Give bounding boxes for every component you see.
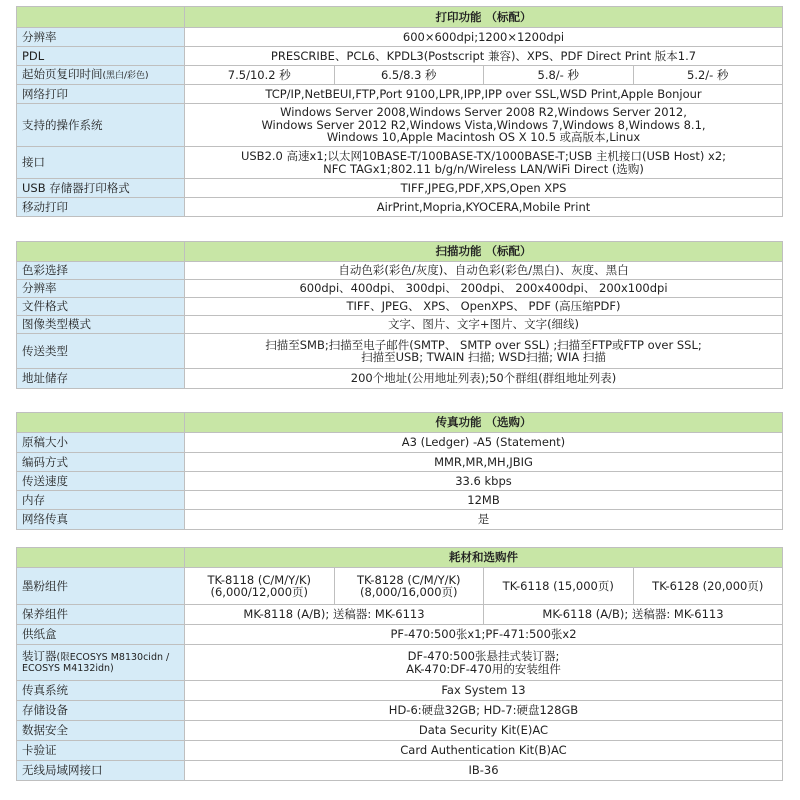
row-value: TCP/IP,NetBEUI,FTP,Port 9100,LPR,IPP,IPP over SSL,WSD Print,Apple Bonjour: [185, 85, 783, 104]
row-label: 色彩选择: [17, 262, 185, 280]
row-value: 自动色彩(彩色/灰度)、自动色彩(彩色/黑白)、灰度、黑白: [185, 262, 783, 280]
section-header: [17, 242, 783, 262]
row-value: 6.5/8.3 秒: [334, 66, 484, 85]
row-value: Fax System 13: [185, 681, 783, 701]
row-value: MK-8118 (A/B); 送稿器: MK-6113: [185, 605, 484, 625]
row-label-note: (黑白/彩色): [102, 70, 149, 81]
table-row: [17, 721, 783, 741]
table-row: [17, 453, 783, 472]
row-label: 墨粉组件: [17, 568, 185, 605]
row-value: 7.5/10.2 秒: [185, 66, 335, 85]
row-value: TIFF、JPEG、 XPS、 OpenXPS、 PDF (高压缩PDF): [185, 298, 783, 316]
toner-item: TK-6128 (20,000页): [633, 568, 783, 605]
toner-item: TK-8128 (C/M/Y/K) (8,000/16,000页): [334, 568, 484, 605]
table-row: [17, 147, 783, 179]
table-row: [17, 761, 783, 781]
table-row: [17, 198, 783, 217]
print-title: 打印功能 （标配）: [185, 7, 783, 28]
row-value: 600×600dpi;1200×1200dpi: [185, 28, 783, 47]
table-row: [17, 280, 783, 298]
scan-title: 扫描功能 （标配）: [185, 242, 783, 262]
row-label: 文件格式: [17, 298, 185, 316]
row-value: Windows Server 2008,Windows Server 2008 R2,Windows Server 2012, Windows Server 2012 R2,Windows Vista,Windows 7,Windows 8,Windows 8.1, Windows 10,Apple Macintosh OS X 10.5 或高版本,Linux: [185, 104, 783, 147]
row-label: USB 存储器打印格式: [17, 179, 185, 198]
table-row: [17, 104, 783, 147]
row-value: A3 (Ledger) -A5 (Statement): [185, 433, 783, 453]
table-row: [17, 433, 783, 453]
table-row: [17, 85, 783, 104]
row-label: 保养组件: [17, 605, 185, 625]
toner-item: TK-6118 (15,000页): [484, 568, 634, 605]
row-value: 扫描至SMB;扫描至电子邮件(SMTP、 SMTP over SSL) ;扫描至FTP或FTP over SSL; 扫描至USB; TWAIN 扫描; WSD扫描; WIA 扫描: [185, 334, 783, 369]
row-label: 分辨率: [17, 28, 185, 47]
fax-title: 传真功能 （选购）: [185, 413, 783, 433]
options-title: 耗材和选购件: [185, 548, 783, 568]
table-row: [17, 568, 783, 605]
row-value: 是: [185, 510, 783, 530]
row-label: 支持的操作系统: [17, 104, 185, 147]
table-row: [17, 334, 783, 369]
table-row: [17, 28, 783, 47]
row-label: 无线局域网接口: [17, 761, 185, 781]
row-label: 存储设备: [17, 701, 185, 721]
fax-section: [16, 412, 783, 530]
row-value: 12MB: [185, 491, 783, 510]
row-value: HD-6:硬盘32GB; HD-7:硬盘128GB: [185, 701, 783, 721]
row-label: 接口: [17, 147, 185, 179]
row-value: 文字、图片、文字+图片、文字(细线): [185, 316, 783, 334]
row-value: Card Authentication Kit(B)AC: [185, 741, 783, 761]
table-row: [17, 605, 783, 625]
row-value: 5.2/- 秒: [633, 66, 783, 85]
row-value: 5.8/- 秒: [484, 66, 634, 85]
row-value: 200个地址(公用地址列表);50个群组(群组地址列表): [185, 369, 783, 389]
row-label: 网络打印: [17, 85, 185, 104]
table-row: [17, 645, 783, 681]
row-label: 起始页复印时间(黑白/彩色): [17, 66, 185, 85]
row-value: DF-470:500张悬挂式装订器; AK-470:DF-470用的安装组件: [185, 645, 783, 681]
scan-section: [16, 241, 783, 389]
section-header: [17, 7, 783, 28]
table-row: [17, 741, 783, 761]
row-label: 原稿大小: [17, 433, 185, 453]
row-label: PDL: [17, 47, 185, 66]
row-value: TIFF,JPEG,PDF,XPS,Open XPS: [185, 179, 783, 198]
row-label: 传送类型: [17, 334, 185, 369]
section-header: [17, 413, 783, 433]
row-label: 传送速度: [17, 472, 185, 491]
table-row: [17, 681, 783, 701]
table-row: [17, 179, 783, 198]
row-label: 编码方式: [17, 453, 185, 472]
print-section: [16, 6, 783, 217]
row-label: 网络传真: [17, 510, 185, 530]
row-value: PRESCRIBE、PCL6、KPDL3(Postscript 兼容)、XPS、PDF Direct Print 版本1.7: [185, 47, 783, 66]
table-row: [17, 47, 783, 66]
row-value: IB-36: [185, 761, 783, 781]
table-row: [17, 472, 783, 491]
row-value: MMR,MR,MH,JBIG: [185, 453, 783, 472]
row-label: 移动打印: [17, 198, 185, 217]
toner-item: TK-8118 (C/M/Y/K) (6,000/12,000页): [185, 568, 335, 605]
table-row: [17, 298, 783, 316]
row-label: 图像类型模式: [17, 316, 185, 334]
table-row: [17, 369, 783, 389]
table-row: [17, 510, 783, 530]
row-label: 分辨率: [17, 280, 185, 298]
options-section: [16, 547, 783, 781]
row-value: AirPrint,Mopria,KYOCERA,Mobile Print: [185, 198, 783, 217]
row-value: Data Security Kit(E)AC: [185, 721, 783, 741]
table-row: [17, 701, 783, 721]
row-label: 地址储存: [17, 369, 185, 389]
table-row: [17, 262, 783, 280]
section-header: [17, 548, 783, 568]
row-value: USB2.0 高速x1;以太网10BASE-T/100BASE-TX/1000BASE-T;USB 主机接口(USB Host) x2; NFC TAGx1;802.11 b/g/n/Wireless LAN/WiFi Direct (选购): [185, 147, 783, 179]
table-row: [17, 491, 783, 510]
row-label: 内存: [17, 491, 185, 510]
row-value: 600dpi、400dpi、 300dpi、 200dpi、 200x400dpi、 200x100dpi: [185, 280, 783, 298]
row-label: 数据安全: [17, 721, 185, 741]
row-label: 装订器(限ECOSYS M8130cidn / ECOSYS M4132idn): [17, 645, 185, 681]
row-label: 卡验证: [17, 741, 185, 761]
row-value: PF-470:500张x1;PF-471:500张x2: [185, 625, 783, 645]
row-value: 33.6 kbps: [185, 472, 783, 491]
row-label: 供纸盒: [17, 625, 185, 645]
row-label: 传真系统: [17, 681, 185, 701]
table-row: [17, 66, 783, 85]
table-row: [17, 316, 783, 334]
row-value: MK-6118 (A/B); 送稿器: MK-6113: [484, 605, 783, 625]
table-row: [17, 625, 783, 645]
